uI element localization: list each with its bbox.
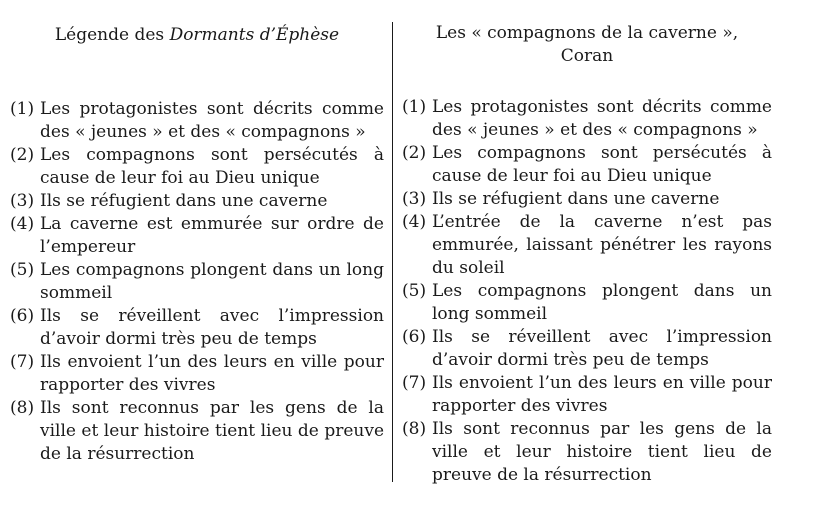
item-text: Ils envoient l’un des leurs en ville pour rapporter des vivres — [40, 352, 384, 395]
right-title-line2: Coran — [560, 46, 614, 66]
list-item — [402, 280, 772, 326]
list-item — [10, 305, 384, 351]
left-title-italic: Dormants d’Éphèse — [169, 25, 340, 45]
left-column-title — [10, 22, 384, 98]
item-number: (4) — [10, 214, 35, 234]
left-item-list — [10, 98, 384, 466]
item-number: (1) — [10, 99, 35, 119]
item-number: (5) — [402, 281, 427, 301]
item-text: Les compagnons plongent dans un long sommeil — [432, 281, 772, 324]
list-item — [10, 213, 384, 259]
item-number: (4) — [402, 212, 427, 232]
list-item — [10, 351, 384, 397]
list-item — [402, 188, 772, 211]
list-item — [10, 144, 384, 190]
right-column — [402, 22, 772, 487]
right-title-line1: Les « compagnons de la caverne », — [435, 23, 739, 43]
item-number: (8) — [10, 398, 35, 418]
item-text: Les protagonistes sont décrits comme des « jeunes » et des « compagnons » — [432, 97, 772, 140]
list-item — [402, 418, 772, 487]
list-item — [402, 96, 772, 142]
list-item — [402, 326, 772, 372]
item-number: (2) — [10, 145, 35, 165]
item-text: Les protagonistes sont décrits comme des « jeunes » et des « compagnons » — [40, 99, 384, 142]
column-divider — [392, 22, 393, 482]
item-number: (8) — [402, 419, 427, 439]
right-item-list — [402, 96, 772, 487]
item-text: Ils sont reconnus par les gens de la ville et leur histoire tient lieu de preuve de la résurrection — [432, 419, 772, 485]
item-number: (7) — [10, 352, 35, 372]
item-number: (5) — [10, 260, 35, 280]
list-item — [402, 372, 772, 418]
item-number: (6) — [10, 306, 35, 326]
list-item — [10, 259, 384, 305]
item-number: (7) — [402, 373, 427, 393]
item-text: L’entrée de la caverne n’est pas emmurée, laissant pénétrer les rayons du soleil — [432, 212, 772, 278]
item-number: (3) — [10, 191, 35, 211]
left-column — [10, 22, 384, 466]
item-text: Les compagnons sont persécutés à cause de leur foi au Dieu unique — [432, 143, 772, 186]
comparison-table — [10, 22, 772, 485]
item-text: Ils se réfugient dans une caverne — [432, 189, 720, 209]
left-title-prefix: Légende des — [54, 25, 170, 45]
item-text: Les compagnons sont persécutés à cause de leur foi au Dieu unique — [40, 145, 384, 188]
item-text: La caverne est emmurée sur ordre de l’empereur — [40, 214, 384, 257]
list-item — [402, 142, 772, 188]
right-column-title — [402, 22, 772, 96]
item-text: Ils se réveillent avec l’impression d’avoir dormi très peu de temps — [40, 306, 384, 349]
item-number: (2) — [402, 143, 427, 163]
item-text: Ils se réveillent avec l’impression d’avoir dormi très peu de temps — [432, 327, 772, 370]
list-item — [402, 211, 772, 280]
list-item — [10, 98, 384, 144]
item-number: (3) — [402, 189, 427, 209]
item-number: (1) — [402, 97, 427, 117]
list-item — [10, 190, 384, 213]
item-number: (6) — [402, 327, 427, 347]
list-item — [10, 397, 384, 466]
item-text: Ils envoient l’un des leurs en ville pour rapporter des vivres — [432, 373, 772, 416]
item-text: Ils sont reconnus par les gens de la ville et leur histoire tient lieu de preuve de la résurrection — [40, 398, 384, 464]
item-text: Ils se réfugient dans une caverne — [40, 191, 328, 211]
item-text: Les compagnons plongent dans un long sommeil — [40, 260, 384, 303]
